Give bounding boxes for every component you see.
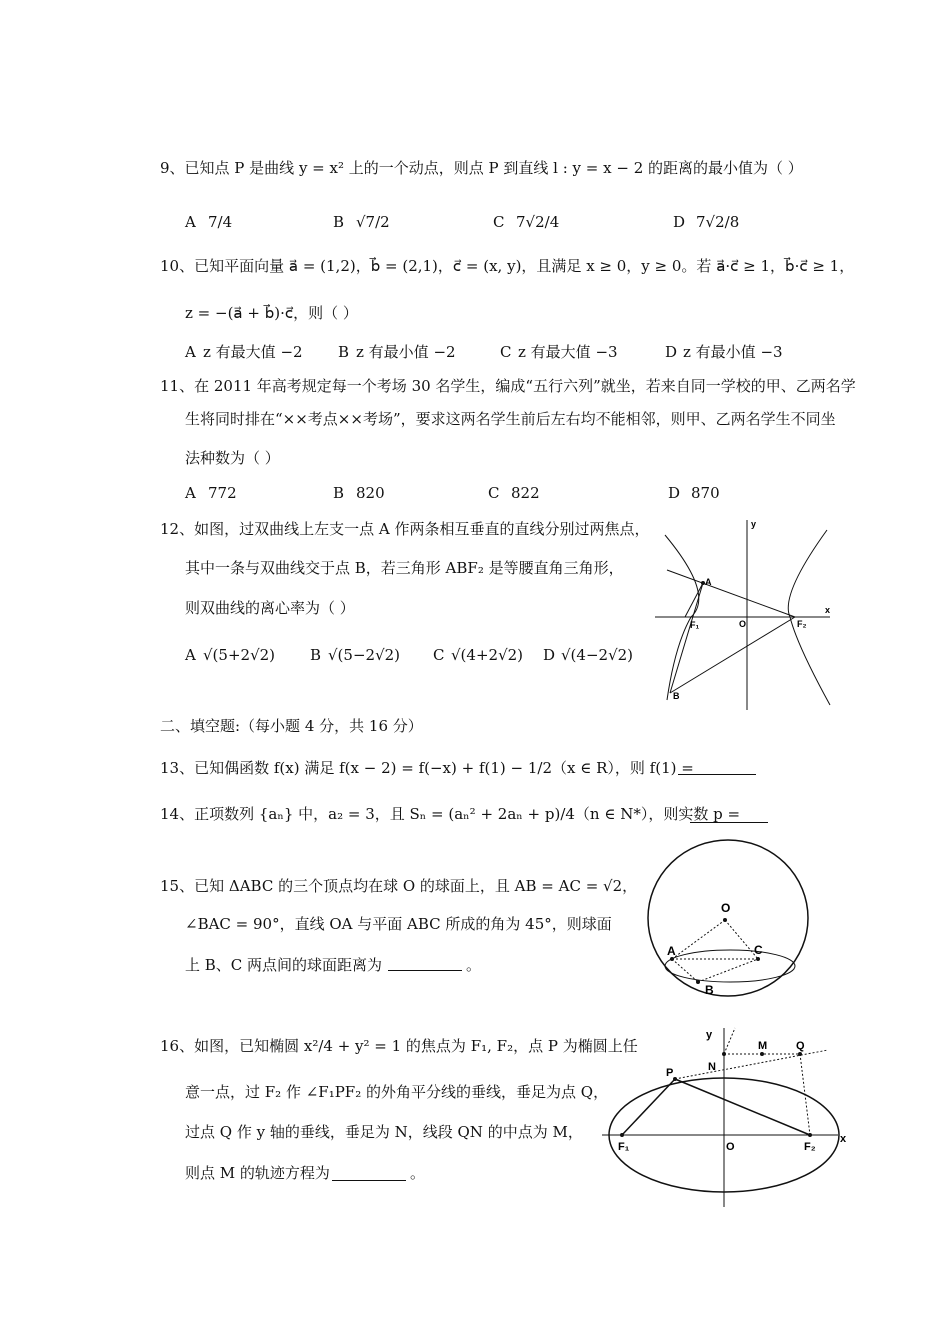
label-o: O bbox=[721, 901, 731, 915]
q12-line-3: 则双曲线的离心率为（ ） bbox=[185, 599, 355, 617]
label-x: x bbox=[825, 605, 831, 615]
q16-line-1: 16、如图，已知椭圆 x²/4 + y² = 1 的焦点为 F₁, F₂，点 P 为椭圆上任 bbox=[160, 1037, 638, 1055]
label-o: O bbox=[726, 1141, 735, 1153]
label-o: O bbox=[739, 619, 747, 629]
line-n-top bbox=[724, 1028, 735, 1054]
q10-option-a-letter: A bbox=[185, 343, 196, 361]
point-q bbox=[798, 1052, 802, 1056]
q12-hyperbola-figure bbox=[655, 515, 840, 715]
q11-option-b: 820 bbox=[356, 484, 385, 502]
label-f1: F₁ bbox=[690, 620, 700, 630]
label-y: y bbox=[706, 1029, 713, 1041]
point-f1 bbox=[620, 1133, 624, 1137]
q12-option-c: √(4+2√2) bbox=[451, 646, 524, 664]
q12-line-2: 其中一条与双曲线交于点 B，若三角形 ABF₂ 是等腰直角三角形， bbox=[185, 559, 624, 577]
q12-line-1: 12、如图，过双曲线上左支一点 A 作两条相互垂直的直线分别过两焦点， bbox=[160, 520, 650, 538]
q15-line-3-end: 。 bbox=[466, 956, 482, 974]
line-o-a bbox=[672, 920, 725, 959]
q9-option-d-letter: D bbox=[673, 213, 686, 231]
q15-answer-blank bbox=[388, 970, 462, 971]
q11-option-c-letter: C bbox=[488, 484, 500, 502]
q16-ellipse-figure bbox=[600, 1022, 850, 1212]
sphere-outline bbox=[648, 840, 808, 996]
q11-option-a: 772 bbox=[208, 484, 237, 502]
q9-option-b-letter: B bbox=[333, 213, 345, 231]
q16-line-2: 意一点，过 F₂ 作 ∠F₁PF₂ 的外角平分线的垂线，垂足为点 Q， bbox=[185, 1083, 609, 1101]
q10-option-d: z 有最小值 −3 bbox=[683, 343, 783, 361]
q12-option-d: √(4−2√2) bbox=[561, 646, 634, 664]
q12-option-a-letter: A bbox=[185, 646, 196, 664]
q10-option-a: z 有最大值 −2 bbox=[203, 343, 303, 361]
q16-line-3: 过点 Q 作 y 轴的垂线，垂足为 N，线段 QN 的中点为 M， bbox=[185, 1123, 583, 1141]
label-n: N bbox=[708, 1061, 716, 1073]
q9-stem: 9、已知点 P 是曲线 y = x² 上的一个动点，则点 P 到直线 l : y = x − 2 的距离的最小值为（ ） bbox=[160, 159, 803, 177]
q10-option-c: z 有最大值 −3 bbox=[518, 343, 618, 361]
line-a-b bbox=[672, 959, 698, 982]
label-a: A bbox=[705, 577, 712, 587]
q12-option-b: √(5−2√2) bbox=[328, 646, 401, 664]
q15-line-3: 上 B、C 两点间的球面距离为 bbox=[185, 956, 383, 974]
section-2-heading: 二、填空题:（每小题 4 分，共 16 分） bbox=[160, 717, 423, 735]
q9-option-a-letter: A bbox=[185, 213, 196, 231]
q14-answer-blank bbox=[690, 822, 768, 823]
q15-line-2: ∠BAC = 90°，直线 OA 与平面 ABC 所成的角为 45°，则球面 bbox=[185, 915, 612, 933]
label-b: B bbox=[673, 691, 680, 701]
q16-line-4-end: 。 bbox=[410, 1164, 426, 1182]
q10-stem-2: z = −(a⃗ + b⃗)·c⃗，则（ ） bbox=[185, 304, 358, 322]
q12-option-a: √(5+2√2) bbox=[203, 646, 276, 664]
label-p: P bbox=[666, 1067, 674, 1079]
label-f2: F₂ bbox=[804, 1141, 816, 1153]
line-a-f2 bbox=[667, 570, 795, 617]
q16-line-4: 则点 M 的轨迹方程为 bbox=[185, 1164, 330, 1182]
label-f1: F₁ bbox=[618, 1141, 630, 1153]
line-b-c bbox=[698, 959, 758, 982]
point-n bbox=[722, 1052, 726, 1056]
q9-option-c-letter: C bbox=[493, 213, 505, 231]
external-bisector bbox=[675, 1050, 828, 1079]
label-q: Q bbox=[796, 1040, 805, 1052]
point-b bbox=[696, 980, 700, 984]
q9-option-b: √7/2 bbox=[356, 213, 390, 231]
line-q-f2 bbox=[800, 1054, 810, 1135]
q13-answer-blank bbox=[678, 774, 756, 775]
label-b: B bbox=[705, 983, 714, 997]
line-b-f2 bbox=[670, 617, 795, 693]
point-c bbox=[756, 957, 760, 961]
label-y: y bbox=[751, 519, 757, 529]
label-m: M bbox=[758, 1040, 768, 1052]
q13-text: 13、已知偶函数 f(x) 满足 f(x − 2) = f(−x) + f(1) − 1/2（x ∈ R），则 f(1) = bbox=[160, 759, 694, 777]
q12-option-c-letter: C bbox=[433, 646, 445, 664]
point-f2 bbox=[808, 1133, 812, 1137]
q11-option-a-letter: A bbox=[185, 484, 196, 502]
q11-option-b-letter: B bbox=[333, 484, 345, 502]
label-x: x bbox=[840, 1133, 847, 1145]
q11-option-d: 870 bbox=[691, 484, 720, 502]
q11-line-3: 法种数为（ ） bbox=[185, 449, 280, 467]
q12-option-d-letter: D bbox=[543, 646, 556, 664]
small-circle bbox=[665, 950, 795, 982]
q9-option-d: 7√2/8 bbox=[696, 213, 740, 231]
q9-option-c: 7√2/4 bbox=[516, 213, 560, 231]
q10-stem: 10、已知平面向量 a⃗ = (1,2)，b⃗ = (2,1)，c⃗ = (x, y)，且满足 x ≥ 0，y ≥ 0。若 a⃗·c⃗ ≥ 1，b⃗·c⃗ ≥ 1， bbox=[160, 257, 855, 275]
q9-option-a: 7/4 bbox=[208, 213, 233, 231]
point-p bbox=[673, 1077, 677, 1081]
q10-option-b: z 有最小值 −2 bbox=[356, 343, 456, 361]
q11-option-d-letter: D bbox=[668, 484, 681, 502]
q11-line-1: 11、在 2011 年高考规定每一个考场 30 名学生，编成“五行六列”就坐，若来自同一学校的甲、乙两名学 bbox=[160, 377, 856, 395]
point-m bbox=[760, 1052, 764, 1056]
q16-answer-blank bbox=[332, 1180, 406, 1181]
q10-option-c-letter: C bbox=[500, 343, 512, 361]
label-c: C bbox=[754, 943, 763, 957]
q10-option-b-letter: B bbox=[338, 343, 350, 361]
q14-text: 14、正项数列 {aₙ} 中，a₂ = 3，且 Sₙ = (aₙ² + 2aₙ + p)/4（n ∈ N*），则实数 p = bbox=[160, 805, 741, 823]
q12-option-b-letter: B bbox=[310, 646, 322, 664]
q11-line-2: 生将同时排在“××考点××考场”，要求这两名学生前后左右均不能相邻，则甲、乙两名学生不同坐 bbox=[185, 410, 836, 428]
line-f1-p bbox=[622, 1079, 675, 1135]
q15-sphere-figure bbox=[640, 838, 820, 1008]
label-a: A bbox=[667, 944, 676, 958]
q10-option-d-letter: D bbox=[665, 343, 678, 361]
q15-line-1: 15、已知 ΔABC 的三个顶点均在球 O 的球面上，且 AB = AC = √2， bbox=[160, 877, 638, 895]
label-f2: F₂ bbox=[797, 619, 807, 629]
point-o bbox=[723, 918, 727, 922]
q11-option-c: 822 bbox=[511, 484, 540, 502]
